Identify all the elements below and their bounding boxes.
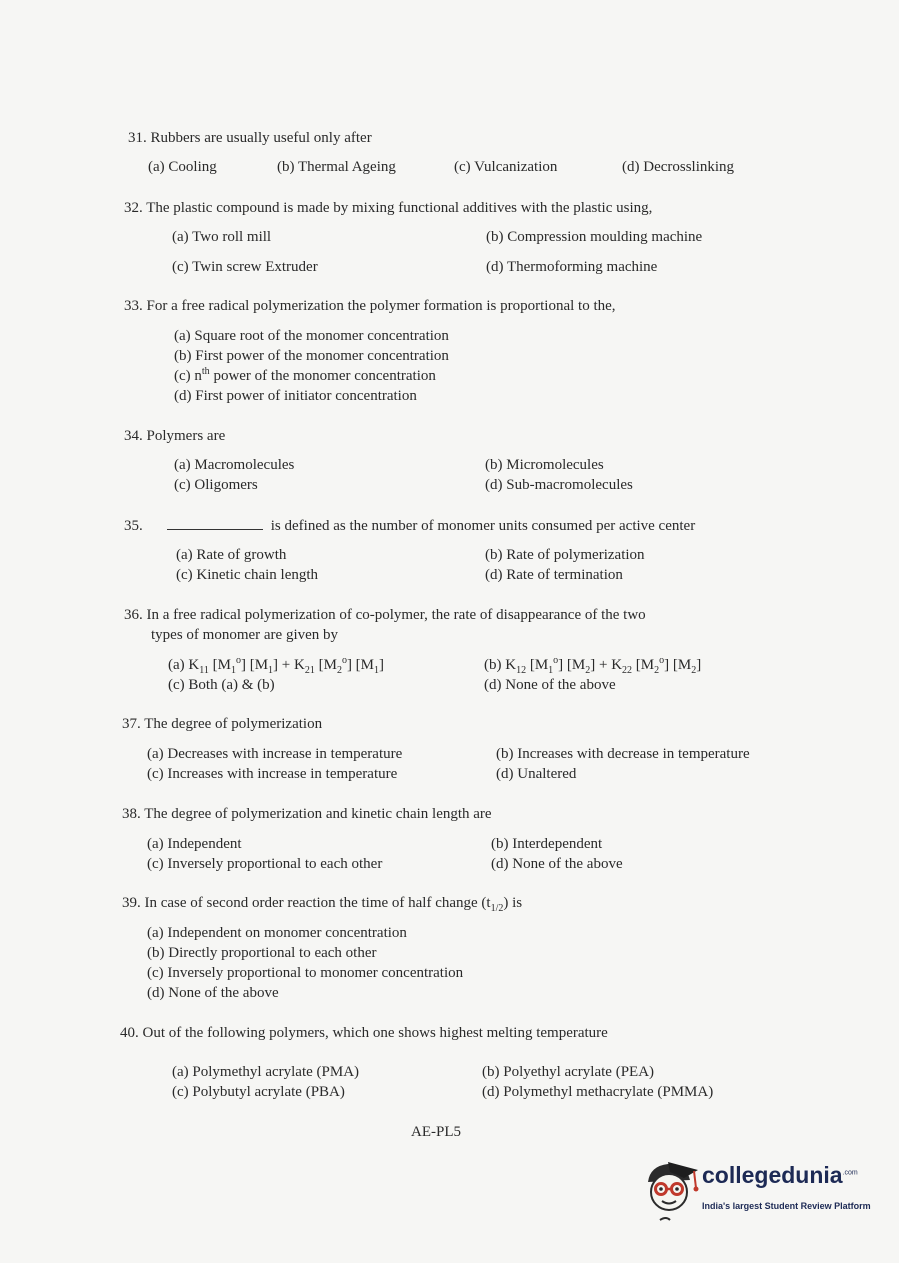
option: (c) Both (a) & (b) [168,677,275,693]
option: (c) Polybutyl acrylate (PBA) [172,1084,345,1100]
option: (d) Unaltered [496,766,577,782]
option: (b) Thermal Ageing [277,159,396,175]
question-39: 39. In case of second order reaction the time of half change $(t_{1/2})$ is [122,895,523,914]
option: (b) Directly proportional to each other [147,945,377,961]
option: (d) None of the above [491,856,623,872]
option: (d) None of the above [147,985,279,1001]
option: (d) Decrosslinking [622,159,735,175]
page-code: AE-PL5 [411,1124,461,1140]
option: (c) Inversely proportional to each other [147,856,383,872]
collegedunia-logo[interactable] [640,1158,870,1226]
logo-wordmark: collegedunia$^{.com}$ [702,1162,858,1188]
option: (b) Compression moulding machine [486,229,703,245]
option: (b) First power of the monomer concentration [174,348,449,364]
option: (d) Rate of termination [485,567,623,583]
logo-tagline: India's largest Student Review Platform [702,1201,871,1211]
option: (c) Twin screw Extruder [172,259,318,275]
question-35: 35. is defined as the number of monomer units consumed per active center [124,518,696,534]
option: (a) Square root of the monomer concentration [174,328,449,344]
question-36-cont: types of monomer are given by [151,627,339,643]
option: (b) Micromolecules [485,457,604,473]
option: (c) Inversely proportional to monomer concentration [147,965,464,981]
option: (a) Polymethyl acrylate (PMA) [172,1064,360,1080]
option: (a) Independent on monomer concentration [147,925,407,941]
question-32: 32. The plastic compound is made by mixing functional additives with the plastic using, [124,200,653,216]
option: (d) First power of initiator concentration [174,388,417,404]
option: (a) Decreases with increase in temperature [147,746,403,762]
option-formula-a: (a) $K_{11}$ $[M_1^o] [M_1] + K_{21}$ $[M_2^o]$ $[M_1]$ [168,655,385,676]
question-37: 37. The degree of polymerization [122,716,323,732]
option: (a) Cooling [148,159,217,175]
option: (b) Increases with decrease in temperature [496,746,750,762]
option: (c) Vulcanization [454,159,558,175]
option: (d) Polymethyl methacrylate (PMMA) [482,1084,714,1100]
question-40: 40. Out of the following polymers, which one shows highest melting temperature [120,1025,608,1041]
blank-line [167,516,263,530]
option: (b) Interdependent [491,836,603,852]
question-33: 33. For a free radical polymerization the polymer formation is proportional to the, [124,298,616,314]
question-31: 31. Rubbers are usually useful only after [128,130,372,146]
option: (d) Sub-macromolecules [485,477,633,493]
option: (c) $n^{th}$ power of the monomer concentration [174,366,436,384]
option: (a) Two roll mill [172,229,272,245]
option: (c) Oligomers [174,477,258,493]
mascot-icon [640,1158,700,1226]
option: (d) None of the above [484,677,616,693]
question-34: 34. Polymers are [124,428,226,444]
option: (b) Rate of polymerization [485,547,645,563]
option: (a) Macromolecules [174,457,295,473]
option: (a) Rate of growth [176,547,287,563]
option: (d) Thermoforming machine [486,259,658,275]
question-38: 38. The degree of polymerization and kinetic chain length are [122,806,492,822]
option: (c) Increases with increase in temperature [147,766,398,782]
option: (b) Polyethyl acrylate (PEA) [482,1064,655,1080]
option: (c) Kinetic chain length [176,567,319,583]
option-formula-b: (b) $K_{12}$ $[M_1^o] [M_2] + K_{22}$ $[M_2^o]$ $[M_2]$ [484,655,702,676]
question-36: 36. In a free radical polymerization of co-polymer, the rate of disappearance of the two [124,607,646,623]
option: (a) Independent [147,836,242,852]
